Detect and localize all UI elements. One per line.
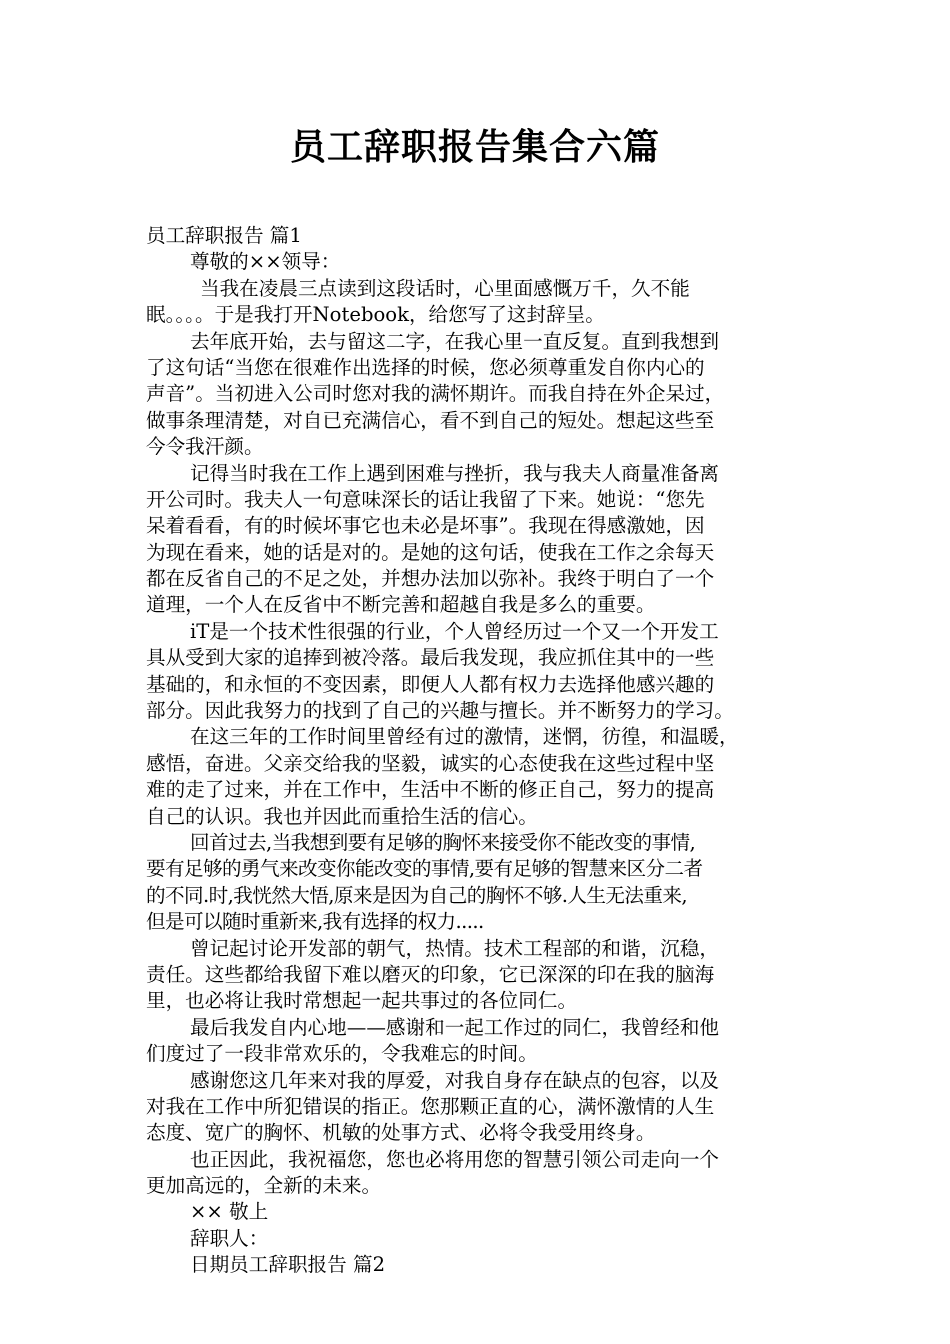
paragraph-line: 记得当时我在工作上遇到困难与挫折，我与我夫人商量准备离: [190, 461, 720, 485]
paragraph-line: 最后我发自内心地——感谢和一起工作过的同仁，我曾经和他: [190, 1015, 720, 1039]
paragraph-line: 部分。因此我努力的找到了自己的兴趣与擅长。并不断努力的学习。: [146, 699, 734, 723]
paragraph-line: 做事条理清楚，对自已充满信心，看不到自己的短处。想起这些至: [146, 408, 715, 432]
paragraph-line: 也正因此，我祝福您，您也必将用您的智慧引领公司走向一个: [190, 1147, 720, 1171]
paragraph-line: 对我在工作中所犯错误的指正。您那颗正直的心，满怀激情的人生: [146, 1094, 715, 1118]
signature-line: ×× 敬上: [190, 1200, 269, 1224]
date-and-next-heading: 日期员工辞职报告 篇2: [190, 1253, 386, 1277]
salutation: 尊敬的××领导：: [190, 250, 341, 274]
paragraph-line: 们度过了一段非常欢乐的，令我难忘的时间。: [146, 1042, 538, 1066]
paragraph-line: iT是一个技术性很强的行业，个人曾经历过一个又一个开发工: [190, 619, 719, 643]
paragraph-line: 的不同.时,我恍然大悟,原来是因为自己的胸怀不够.人生无法重来,: [146, 883, 687, 907]
paragraph-line: 声音”。当初进入公司时您对我的满怀期许。而我自持在外企呆过，: [146, 382, 725, 406]
paragraph-line: 感悟，奋进。父亲交给我的坚毅，诚实的心态使我在这些过程中坚: [146, 751, 715, 775]
paragraph-line: 开公司时。我夫人一句意味深长的话让我留了下来。她说：“您先: [146, 487, 705, 511]
paragraph-line: 更加高远的，全新的未来。: [146, 1174, 382, 1198]
paragraph-line: 都在反省自己的不足之处，并想办法加以弥补。我终于明白了一个: [146, 567, 715, 591]
paragraph-line: 但是可以随时重新来,我有选择的权力.....: [146, 910, 484, 934]
paragraph-line: 回首过去,当我想到要有足够的胸怀来接受你不能改变的事情,: [190, 830, 696, 854]
paragraph-line: 在这三年的工作时间里曾经有过的激情，迷惘，彷徨，和温暖，: [190, 725, 739, 749]
document-title: 员工辞职报告集合六篇: [289, 127, 660, 168]
resigner-line: 辞职人：: [190, 1226, 269, 1250]
paragraph-line: 眠。。。。于是我打开Notebook，给您写了这封辞呈。: [146, 303, 605, 327]
paragraph-line: 责任。这些都给我留下难以磨灭的印象，它已深深的印在我的脑海: [146, 962, 715, 986]
paragraph-line: 基础的，和永恒的不变因素，即便人人都有权力去选择他感兴趣的: [146, 672, 715, 696]
paragraph-line: 呆着看看，有的时候坏事它也未必是坏事”。我现在得感激她，因: [146, 514, 705, 538]
paragraph-line: 感谢您这几年来对我的厚爱，对我自身存在缺点的包容，以及: [190, 1068, 720, 1092]
paragraph-line: 曾记起讨论开发部的朝气，热情。技术工程部的和谐，沉稳，: [190, 936, 720, 960]
paragraph-line: 了这句话“当您在很难作出选择的时候，您必须尊重发自你内心的: [146, 355, 705, 379]
paragraph-line: 要有足够的勇气来改变你能改变的事情,要有足够的智慧来区分二者: [146, 857, 703, 881]
paragraph-line: 当我在凌晨三点读到这段话时，心里面感慨万千，久不能: [200, 276, 690, 300]
paragraph-line: 具从受到大家的追捧到被冷落。最后我发现，我应抓住其中的一些: [146, 646, 715, 670]
document-body: [146, 223, 811, 1279]
paragraph-line: 今令我汗颜。: [146, 435, 264, 459]
paragraph-line: 里，也必将让我时常想起一起共事过的各位同仁。: [146, 989, 578, 1013]
paragraph-line: 态度、宽广的胸怀、机敏的处事方式、必将令我受用终身。: [146, 1121, 656, 1145]
paragraph-line: 道理，一个人在反省中不断完善和超越自我是多么的重要。: [146, 593, 656, 617]
section-heading: 员工辞职报告 篇1: [146, 224, 302, 247]
paragraph-line: 自己的认识。我也并因此而重拾生活的信心。: [146, 804, 538, 828]
paragraph-line: 去年底开始，去与留这二字，在我心里一直反复。直到我想到: [190, 329, 720, 353]
paragraph-line: 难的走了过来，并在工作中，生活中不断的修正自己，努力的提高: [146, 778, 715, 802]
paragraph-line: 为现在看来，她的话是对的。是她的这句话，使我在工作之余每天: [146, 540, 715, 564]
